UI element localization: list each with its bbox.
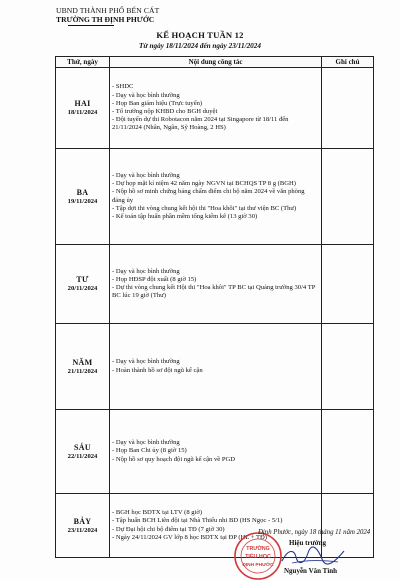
day-name: HAI: [74, 99, 91, 108]
tasks-cell: [110, 149, 322, 245]
task-item: - SHDC: [112, 83, 134, 91]
task-item: - Dự Đại hội chi bộ điểm tại TĐ (7 giờ 30): [112, 525, 225, 533]
task-item: - Nộp hồ sơ quy hoạch đội ngũ kế cận về PGD: [112, 455, 236, 463]
tasks-cell: [110, 324, 322, 410]
task-item: - Ngày 24/11/2024 GV lớp 8 học BDTX tại ĐP (HL + TĐ): [112, 533, 267, 541]
day-name: BẢY: [73, 516, 92, 526]
signature-role: Hiệu trưởng: [289, 539, 327, 547]
note-cell: [322, 149, 374, 245]
day-name: NĂM: [72, 357, 93, 367]
note-cell: [322, 245, 374, 324]
table-row: [56, 149, 374, 245]
task-item: - Dạy và học bình thường: [112, 358, 180, 366]
task-item: - Hoàn thành hồ sơ đội ngũ kế cận: [112, 366, 203, 374]
seal-text-bottom: ĐỊNH PHƯỚC: [242, 563, 274, 568]
seal-text-mid: TIỂU HỌC: [245, 554, 271, 560]
task-item: - Kế toán tập huấn phần mềm tổng kiểm kê (13 giờ 30): [112, 212, 258, 220]
plan-date-range: Từ ngày 18/11/2024 đến ngày 23/11/2024: [139, 42, 261, 50]
table-row: [56, 245, 374, 324]
principal-name: Nguyễn Văn Tình: [284, 567, 338, 575]
plan-title: KẾ HOẠCH TUẦN 12: [156, 30, 244, 40]
task-item: - Tập huấn BCH Liên đội tại Nhà Thiếu nhi BD (HS Ngọc - 5/1): [112, 517, 283, 525]
day-cell: [56, 410, 110, 494]
org-authority: UBND THÀNH PHỐ BẾN CÁT: [56, 6, 160, 15]
task-item: - Họp Ban Chi ủy (8 giờ 15): [112, 447, 187, 455]
task-item: - Dự thi vòng chung kết Hội thi "Hoa khôi" TP BC tại Quảng trường 30/4 TP BC lúc 19 giờ (Thư): [112, 284, 316, 300]
table-header-row: [56, 57, 374, 68]
task-item: - Dạy và học bình thường: [112, 267, 180, 275]
task-item: - BGH học BDTX tại LTV (8 giờ): [112, 509, 203, 517]
tasks-cell: [110, 68, 322, 149]
handwritten-signature: [278, 545, 348, 567]
header-underline: [68, 25, 114, 26]
signature-date-line: Định Phước, ngày 18 tháng 11 năm 2024: [258, 529, 371, 536]
day-name: TƯ: [76, 275, 89, 284]
day-cell: [56, 245, 110, 324]
task-item: - Tổ trưởng nộp KHBD cho BGH duyệt: [112, 108, 218, 115]
day-cell: [56, 149, 110, 245]
task-item: - Nộp hồ sơ minh chứng bảng chấm điểm chi bộ năm 2024 về văn phòng đảng ủy: [112, 188, 305, 204]
task-item: - Họp HĐSP đột xuất (8 giờ 15): [112, 275, 197, 283]
day-date: 23/11/2024: [67, 526, 98, 534]
column-header-day: Thứ, ngày: [56, 57, 110, 68]
school-name: TRƯỜNG TH ĐỊNH PHƯỚC: [56, 15, 155, 24]
day-cell: [56, 494, 110, 558]
note-cell: [322, 410, 374, 494]
task-item: - Dạy và học bình thường: [112, 171, 180, 179]
day-date: 21/11/2024: [67, 367, 98, 375]
task-item: - Tập dợt thi vòng chung kết hội thi "Hoa khôi" tại thư viện BC (Thư): [112, 204, 297, 212]
task-item: - Dạy và học bình thường: [112, 439, 180, 447]
column-header-content: Nội dung công tác: [110, 57, 322, 68]
task-item: - Họp Ban giám hiệu (Trực tuyến): [112, 99, 203, 107]
school-seal: [233, 531, 283, 580]
weekly-plan-table: [55, 56, 374, 558]
day-date: 19/11/2024: [67, 197, 98, 205]
table-row: [56, 324, 374, 410]
day-date: 20/11/2024: [67, 285, 98, 292]
tasks-cell: [110, 410, 322, 494]
day-date: 22/11/2024: [67, 452, 98, 460]
task-item: - Dự họp mặt kỉ niệm 42 năm ngày NGVN tại BCHQS TP 8 g (BGH): [112, 180, 296, 188]
table-row: [56, 410, 374, 494]
day-name: SÁU: [74, 442, 91, 452]
day-date: 18/11/2024: [67, 109, 98, 116]
note-cell: [322, 324, 374, 410]
day-cell: [56, 324, 110, 410]
table-row: [56, 68, 374, 149]
column-header-note: Ghi chú: [322, 57, 374, 68]
tasks-cell: [110, 245, 322, 324]
seal-text-top: TRƯỜNG: [246, 546, 270, 552]
day-name: BA: [76, 187, 89, 197]
document-header: [56, 6, 159, 26]
task-item: - Dạy và học bình thường: [112, 91, 180, 99]
note-cell: [322, 68, 374, 149]
task-item: - Đội tuyển dự thi Robotacon năm 2024 tại Singapore từ 18/11 đến 21/11/2024 (Nhân, Ngân, Sỹ Hoàng, 2 HS): [112, 116, 289, 132]
day-cell: [56, 68, 110, 149]
